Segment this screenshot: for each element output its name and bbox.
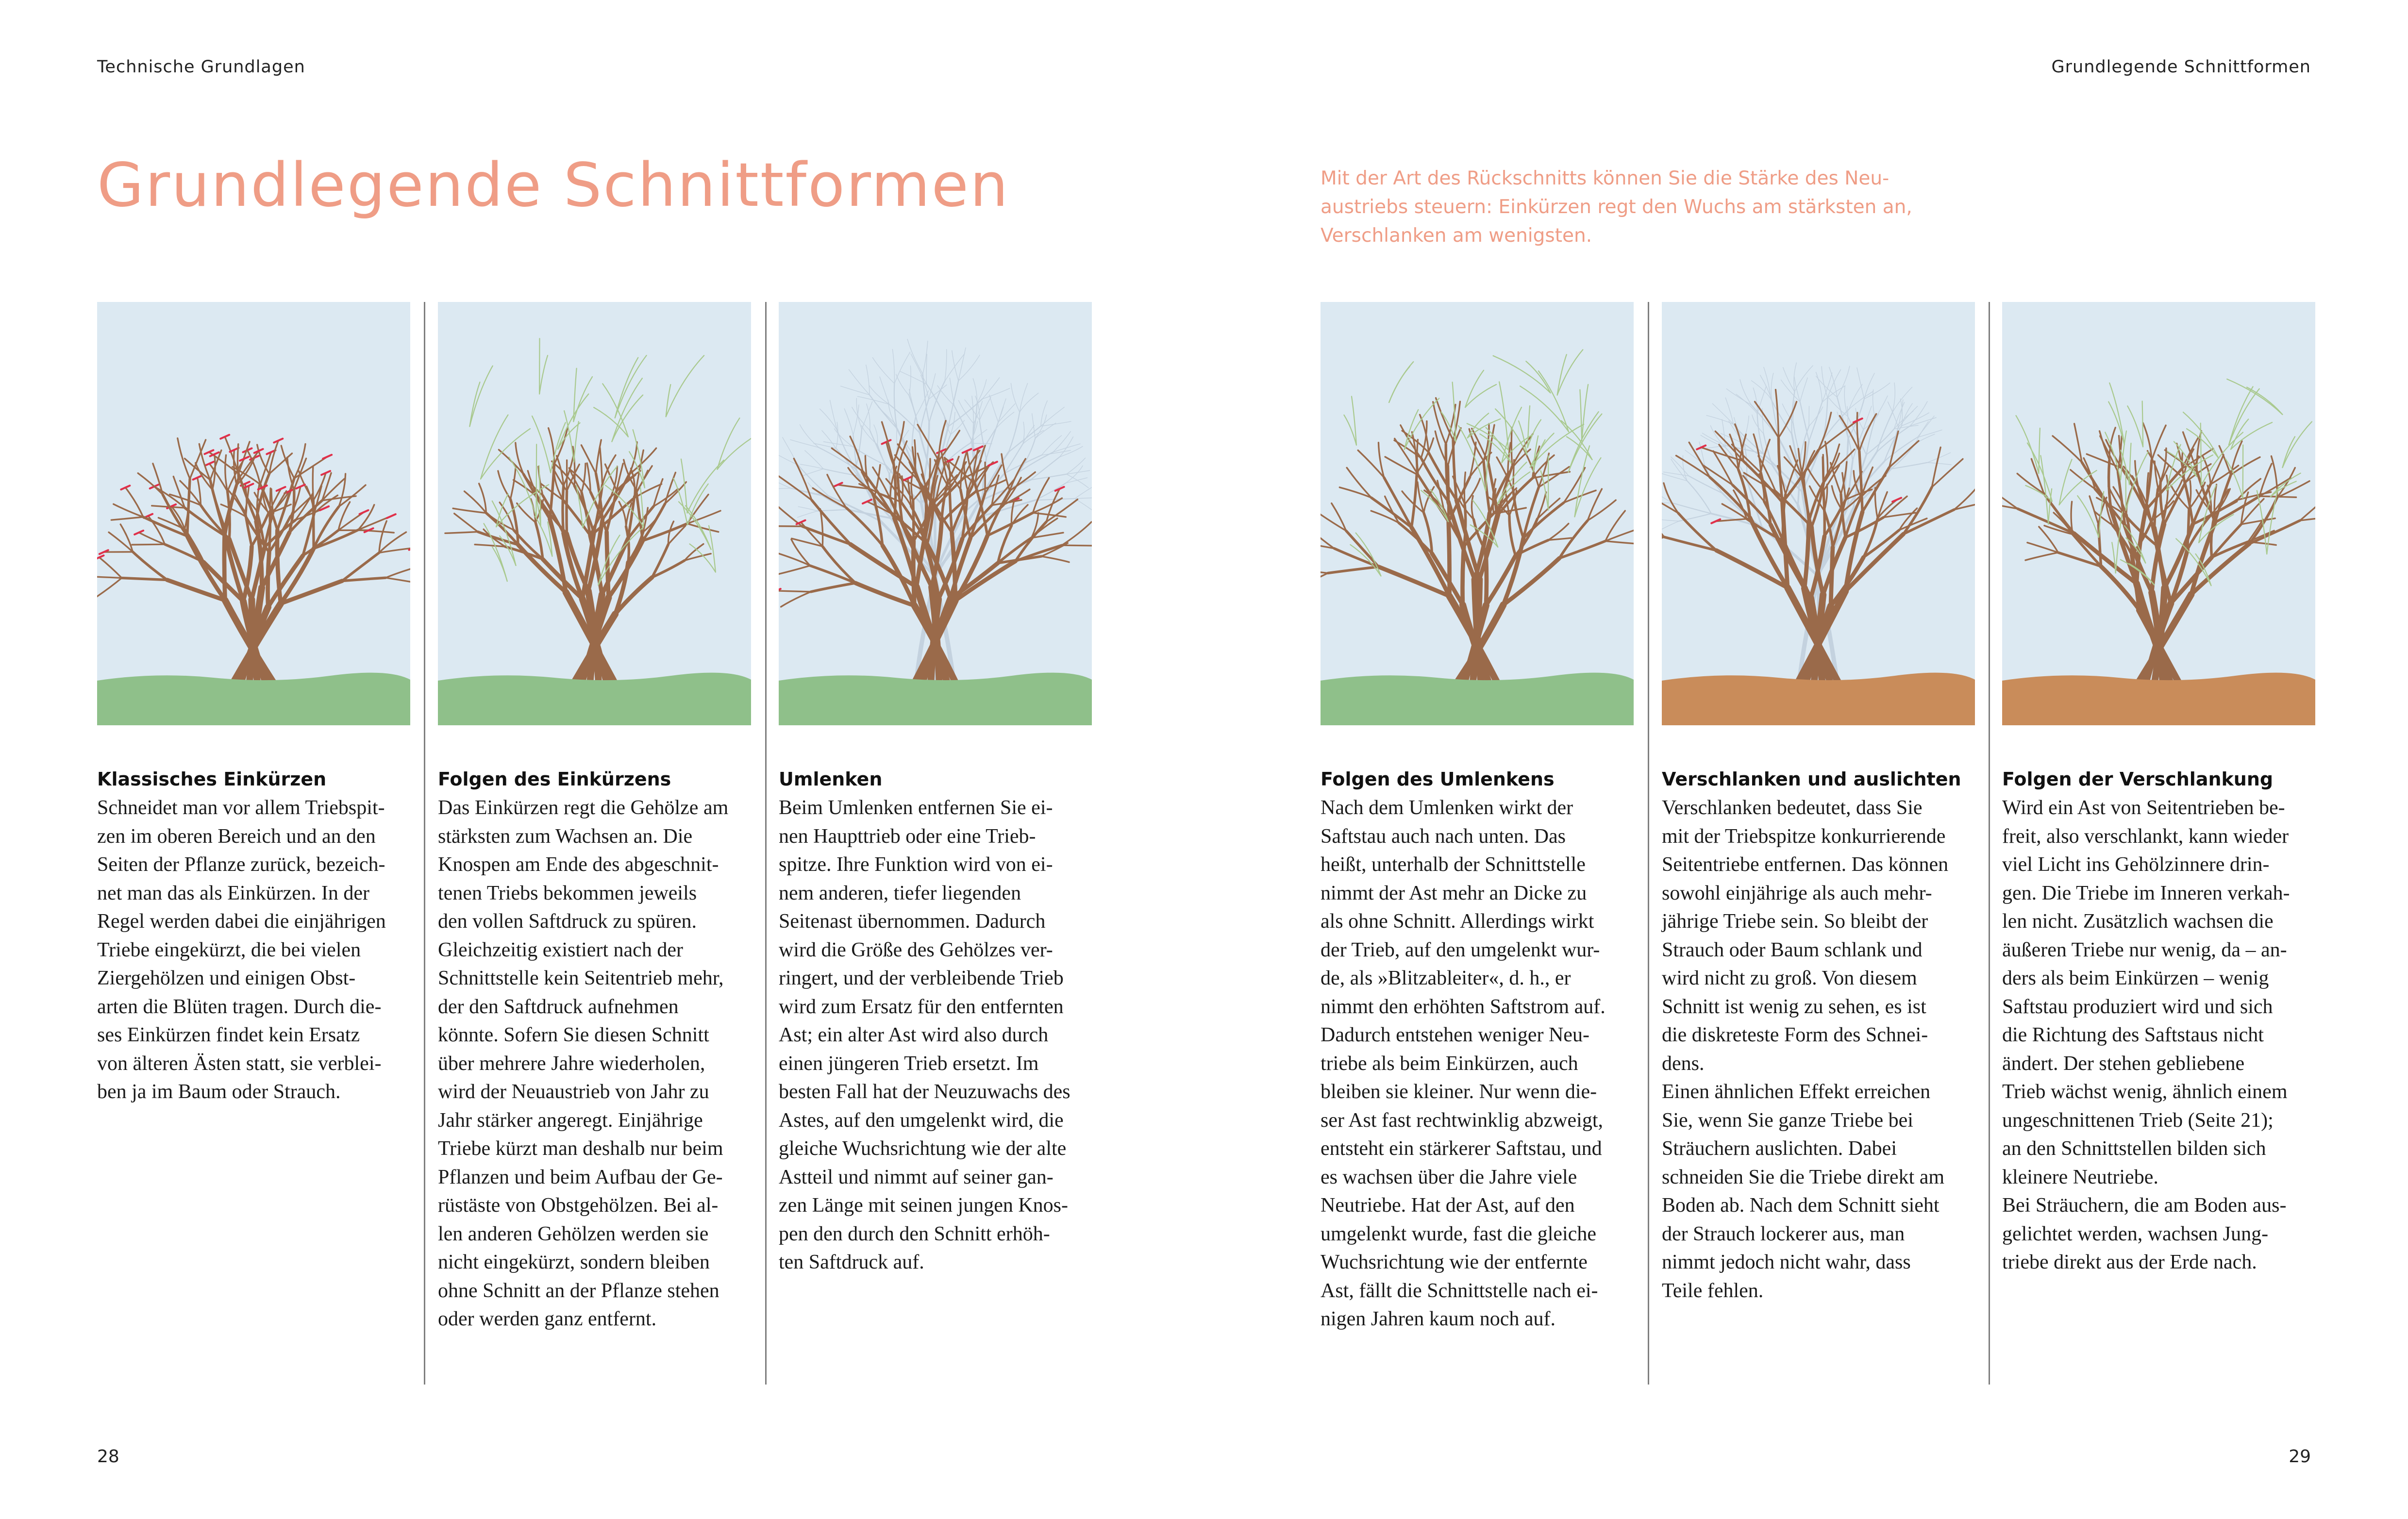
column-after-redirect [1321, 302, 1631, 1334]
column-body: Das Einkürzen regt die Gehölze am stärksten zum Wachsen an. Die Knospen am Ende des abgeschnit- tenen Triebs bekommen jeweils den vollen Saftdruck zu spüren. Gleichzeitig existiert nach der Schnittstelle kein Seitentrieb mehr, der den Saftdruck aufnehmen könnte. Sofern Sie diesen Schnitt über mehrere Jahre wiederholen, wird der Neuaustrieb von Jahr zu Jahr stärker angeregt. Einjährige Triebe kürzt man deshalb nur beim Pflanzen und beim Aufbau der Ge- rüstäste von Obstgehölzen. Bei al- len anderen Gehölzen werden sie nicht eingekürzt, sondern bleiben ohne Schnitt an der Pflanze stehen oder werden ganz entfernt. [438, 797, 729, 1330]
column-heading-back [97, 302, 408, 1106]
shrub-after-redirect-illustration [1321, 302, 1634, 725]
intro-text: Mit der Art des Rückschnitts können Sie die Stärke des Neu- austriebs steuern: Einkürzen regt den Wuchs am stärksten an, Verschlanken am wenigsten. [1321, 167, 1912, 247]
column-divider [765, 302, 767, 1385]
column-after-heading-back [438, 302, 749, 1334]
column-divider [1989, 302, 1990, 1385]
column-thinning [1662, 302, 1973, 1305]
column-heading: Folgen des Einkürzens [438, 768, 671, 790]
shrub-after-thinning-illustration [2002, 302, 2315, 725]
shrub-thinning-illustration [1662, 302, 1975, 725]
column-heading: Folgen des Umlenkens [1321, 768, 1555, 790]
column-heading: Verschlanken und auslichten [1662, 768, 1961, 790]
page-title: Grundlegende Schnittformen [97, 150, 1010, 220]
column-body: Schneidet man vor allem Triebspit- zen im oberen Bereich und an den Seiten der Pflanze zurück, bezeich- net man das als Einkürzen. In der Regel werden dabei die einjährigen Triebe eingekürzt, die bei vielen Ziergehölzen und einigen Obst- arten die Blüten tragen. Durch die- ses Einkürzen findet kein Ersatz von älteren Ästen statt, sie verblei- ben ja im Baum oder Strauch. [97, 797, 386, 1103]
column-heading: Klassisches Einkürzen [97, 768, 327, 790]
shrub-redirect-illustration [779, 302, 1092, 725]
column-heading: Folgen der Verschlankung [2002, 768, 2274, 790]
page-number-right: 29 [2289, 1447, 2311, 1467]
column-after-thinning [2002, 302, 2313, 1277]
column-body: Beim Umlenken entfernen Sie ei- nen Haupttrieb oder eine Trieb- spitze. Ihre Funktion wird von ei- nem anderen, tiefer liegenden Seitenast übernommen. Dadurch wird die Größe des Gehölzes ver- ringert, und der verbleibende Trieb wird zum Ersatz für den entfernten Ast; ein alter Ast wird also durch einen jüngeren Trieb ersetzt. Im besten Fall hat der Neuzuwachs des Astes, auf den umgelenkt wird, die gleiche Wuchsrichtung wie der alte Astteil und nimmt auf seiner gan- zen Länge mit seinen jungen Knos- pen den durch den Schnitt erhöh- ten Saftdruck auf. [779, 797, 1070, 1273]
shrub-heading-back-illustration [97, 302, 410, 725]
page-number-left: 28 [97, 1447, 119, 1467]
running-head-left: Technische Grundlagen [97, 57, 305, 77]
column-divider [1648, 302, 1649, 1385]
column-body: Nach dem Umlenken wirkt der Saftstau auch nach unten. Das heißt, unterhalb der Schnittstelle nimmt der Ast mehr an Dicke zu als ohne Schnitt. Allerdings wirkt der Trieb, auf den umgelenkt wur- de, als »Blitzableiter«, d. h., er nimmt den erhöhten Saftstrom auf. Dadurch entstehen weniger Neu- triebe als beim Einkürzen, auch bleiben sie kleiner. Nur wenn die- ser Ast fast rechtwinklig abzweigt, entsteht ein stärkerer Saftstau, und es wachsen über die Jahre viele Neutriebe. Hat der Ast, auf den umgelenkt wurde, fast die gleiche Wuchsrichtung wie der entfernte Ast, fällt die Schnittstelle nach ei- nigen Jahren kaum noch auf. [1321, 797, 1605, 1330]
column-body: Verschlanken bedeutet, dass Sie mit der Triebspitze konkurrierende Seitentriebe entfernen. Das können sowohl einjährige als auch mehr- jährige Triebe sein. So bleibt der Strauch oder Baum schlank und wird nicht zu groß. Von diesem Schnitt ist wenig zu sehen, es ist die diskreteste Form des Schnei- dens. Einen ähnlichen Effekt erreichen Sie, wenn Sie ganze Triebe bei Sträuchern auslichten. Dabei schneiden Sie die Triebe direkt am Boden ab. Nach dem Schnitt sieht der Strauch lockerer aus, man nimmt jedoch nicht wahr, dass Teile fehlen. [1662, 797, 1949, 1302]
column-heading: Umlenken [779, 768, 883, 790]
column-redirect [779, 302, 1089, 1277]
column-divider [424, 302, 425, 1385]
running-head-right: Grundlegende Schnittformen [2051, 57, 2311, 77]
shrub-after-heading-back-illustration [438, 302, 751, 725]
column-body: Wird ein Ast von Seitentrieben be- freit, also verschlankt, kann wieder viel Licht ins Gehölzinnere drin- gen. Die Triebe im Inneren verkah- len nicht. Zusätzlich wachsen die äußeren Triebe nur wenig, da – an- ders als beim Einkürzen – wenig Saftstau produziert wird und sich die Richtung des Saftstaus nicht ändert. Der stehen gebliebene Trieb wächst wenig, ähnlich einem ungeschnittenen Trieb (Seite 21); an den Schnittstellen bilden sich kleinere Neutriebe. Bei Sträuchern, die am Boden aus- gelichtet werden, wachsen Jung- triebe direkt aus der Erde nach. [2002, 797, 2290, 1273]
